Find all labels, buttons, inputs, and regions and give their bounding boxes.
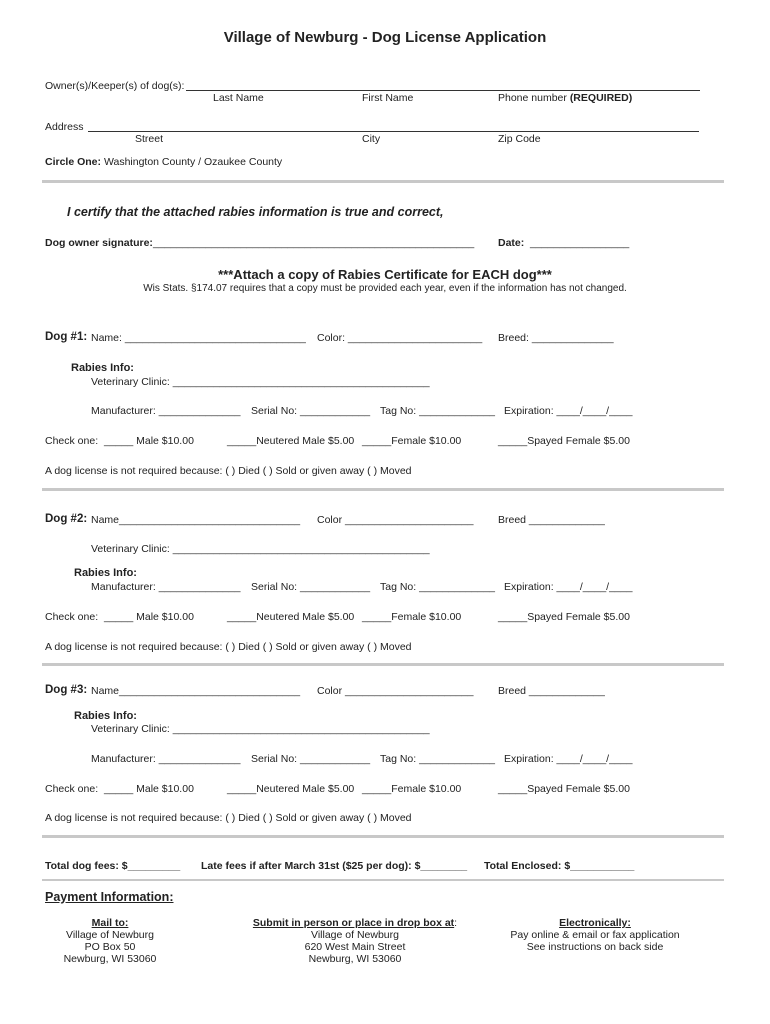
dog2-label: Dog #2: — [45, 513, 88, 525]
dog3-neutered-option[interactable]: _____Neutered Male $5.00 — [227, 783, 355, 795]
mail-to-title: Mail to: — [91, 917, 129, 929]
payment-heading: Payment Information: — [45, 890, 174, 904]
dog2-neutered-option[interactable]: _____Neutered Male $5.00 — [227, 611, 355, 623]
in-person-line: Village of Newburg — [311, 929, 399, 941]
mail-to-line: PO Box 50 — [84, 941, 136, 953]
dog3-breed-field[interactable]: Breed _____________ — [498, 685, 605, 697]
dog3-female-option[interactable]: _____Female $10.00 — [362, 783, 462, 795]
in-person-block — [240, 917, 470, 965]
dog3-rabies-label: Rabies Info: — [74, 710, 137, 722]
divider — [42, 488, 724, 491]
dog3-spayed-option[interactable]: _____Spayed Female $5.00 — [498, 783, 630, 795]
certify-statement: I certify that the attached rabies information is true and correct, — [67, 205, 444, 219]
dog3-clinic-field[interactable]: Veterinary Clinic: ____________________________________________ — [91, 723, 430, 735]
dog1-neutered-option[interactable]: _____Neutered Male $5.00 — [227, 435, 355, 447]
phone-label: Phone number (REQUIRED) — [498, 92, 633, 104]
dog2-breed-field[interactable]: Breed _____________ — [498, 514, 605, 526]
in-person-line: 620 West Main Street — [304, 941, 406, 953]
address-label: Address — [45, 121, 84, 133]
electronic-block — [500, 917, 690, 953]
total-enclosed[interactable]: Total Enclosed: $___________ — [484, 860, 635, 872]
dog1-label: Dog #1: — [45, 331, 88, 343]
address-field[interactable] — [88, 131, 699, 132]
dog2-check-label: Check one: — [45, 611, 99, 623]
mail-to-line: Village of Newburg — [66, 929, 154, 941]
in-person-line: Newburg, WI 53060 — [308, 953, 402, 965]
dog2-name-field[interactable]: Name_______________________________ — [91, 514, 301, 526]
date-label: Date: — [498, 237, 525, 249]
dog1-not-required[interactable]: A dog license is not required because: ( ) Died ( ) Sold or given away ( ) Moved — [45, 465, 412, 477]
attach-note: Wis Stats. §174.07 requires that a copy must be provided each year, even if the information has not changed. — [143, 283, 627, 294]
dog1-rabies-label: Rabies Info: — [71, 362, 134, 374]
dog3-male-option[interactable]: _____ Male $10.00 — [104, 783, 194, 795]
electronic-line: Pay online & email or fax application — [510, 929, 680, 941]
in-person-title: Submit in person or place in drop box at: — [252, 917, 458, 929]
dog3-not-required[interactable]: A dog license is not required because: ( ) Died ( ) Sold or given away ( ) Moved — [45, 812, 412, 824]
owner-label: Owner(s)/Keeper(s) of dog(s): — [45, 80, 185, 92]
dog1-breed-field[interactable]: Breed: ______________ — [498, 332, 614, 344]
dog3-color-field[interactable]: Color ______________________ — [317, 685, 474, 697]
dog3-check-label: Check one: — [45, 783, 99, 795]
last-name-label: Last Name — [213, 92, 264, 104]
dog1-manufacturer-field[interactable]: Manufacturer: ______________ — [91, 405, 241, 417]
late-fees[interactable]: Late fees if after March 31st ($25 per dog): $________ — [201, 860, 468, 872]
divider — [42, 835, 724, 838]
dog2-not-required[interactable]: A dog license is not required because: ( ) Died ( ) Sold or given away ( ) Moved — [45, 641, 412, 653]
dog1-male-option[interactable]: _____ Male $10.00 — [104, 435, 194, 447]
dog2-female-option[interactable]: _____Female $10.00 — [362, 611, 462, 623]
dog3-expiration-field[interactable]: Expiration: ____/____/____ — [504, 753, 633, 765]
city-label: City — [362, 133, 381, 145]
dog1-tag-field[interactable]: Tag No: _____________ — [380, 405, 496, 417]
county-row[interactable]: Circle One: Washington County / Ozaukee County — [45, 156, 283, 168]
electronic-line: See instructions on back side — [526, 941, 664, 953]
divider — [42, 180, 724, 183]
dog1-color-field[interactable]: Color: _______________________ — [317, 332, 483, 344]
electronic-title: Electronically: — [559, 917, 631, 929]
dog1-name-field[interactable]: Name: _______________________________ — [91, 332, 306, 344]
dog1-spayed-option[interactable]: _____Spayed Female $5.00 — [498, 435, 630, 447]
dog3-serial-field[interactable]: Serial No: ____________ — [251, 753, 371, 765]
dog3-manufacturer-field[interactable]: Manufacturer: ______________ — [91, 753, 241, 765]
divider — [42, 879, 724, 881]
dog2-tag-field[interactable]: Tag No: _____________ — [380, 581, 496, 593]
dog2-spayed-option[interactable]: _____Spayed Female $5.00 — [498, 611, 630, 623]
dog2-rabies-label: Rabies Info: — [74, 567, 137, 579]
street-label: Street — [135, 133, 164, 145]
dog1-serial-field[interactable]: Serial No: ____________ — [251, 405, 371, 417]
dog1-expiration-field[interactable]: Expiration: ____/____/____ — [504, 405, 633, 417]
signature-field[interactable]: _______________________________________________________ — [153, 237, 475, 249]
dog2-clinic-field[interactable]: Veterinary Clinic: ____________________________________________ — [91, 543, 430, 555]
dog1-check-label: Check one: — [45, 435, 99, 447]
dog1-female-option[interactable]: _____Female $10.00 — [362, 435, 462, 447]
divider — [42, 663, 724, 666]
dog3-name-field[interactable]: Name_______________________________ — [91, 685, 301, 697]
dog2-male-option[interactable]: _____ Male $10.00 — [104, 611, 194, 623]
mail-to-line: Newburg, WI 53060 — [63, 953, 157, 965]
dog2-color-field[interactable]: Color ______________________ — [317, 514, 474, 526]
total-dog-fees[interactable]: Total dog fees: $_________ — [45, 860, 181, 872]
signature-label: Dog owner signature: — [45, 237, 153, 249]
dog2-serial-field[interactable]: Serial No: ____________ — [251, 581, 371, 593]
dog1-clinic-field[interactable]: Veterinary Clinic: ____________________________________________ — [91, 376, 430, 388]
dog2-manufacturer-field[interactable]: Manufacturer: ______________ — [91, 581, 241, 593]
date-field[interactable]: _________________ — [530, 237, 630, 249]
attach-heading: ***Attach a copy of Rabies Certificate for EACH dog*** — [218, 267, 552, 282]
zip-label: Zip Code — [498, 133, 541, 145]
dog3-tag-field[interactable]: Tag No: _____________ — [380, 753, 496, 765]
dog2-expiration-field[interactable]: Expiration: ____/____/____ — [504, 581, 633, 593]
dog3-label: Dog #3: — [45, 684, 88, 696]
mail-to-block — [40, 917, 180, 965]
first-name-label: First Name — [362, 92, 414, 104]
page-title: Village of Newburg - Dog License Application — [223, 29, 547, 46]
owner-field[interactable] — [186, 90, 700, 91]
